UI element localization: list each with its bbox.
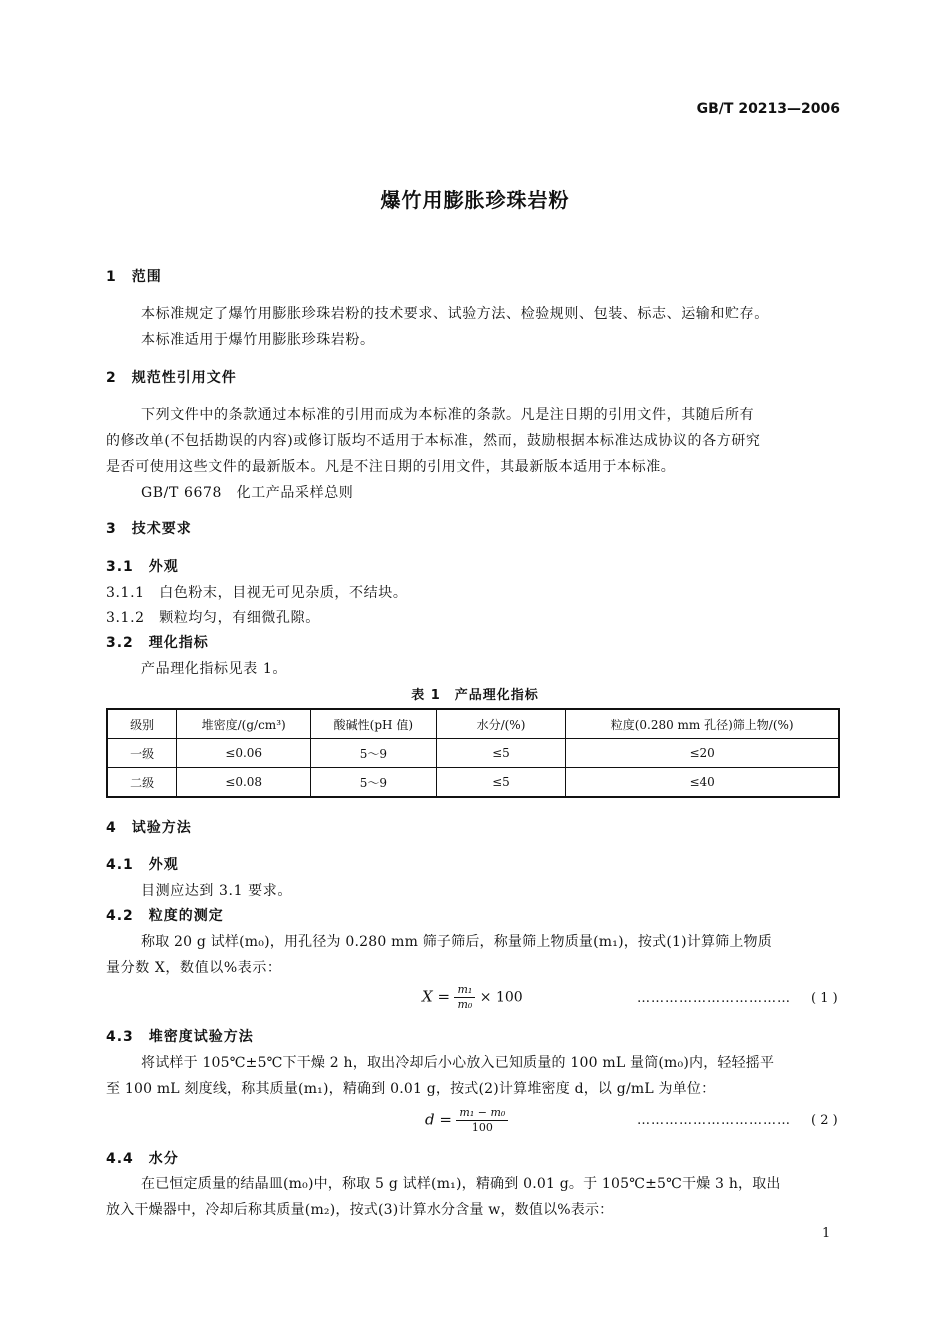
section-4-3-line-2: 至 100 mL 刻度线，称其质量(m₁)，精确到 0.01 g，按式(2)计算堆密度 d，以 g/mL 为单位： [106, 1081, 716, 1097]
table-cell: 5～9 [311, 739, 437, 768]
section-3-heading: 3 技术要求 [106, 521, 192, 537]
physicochemical-table [106, 708, 840, 798]
normative-reference: GB/T 6678 化工产品采样总则 [141, 485, 354, 501]
equation-2-denominator: 100 [471, 1121, 493, 1134]
section-3-1-2: 3.1.2 颗粒均匀，有细微孔隙。 [106, 610, 320, 626]
equation-2-fraction [456, 1106, 508, 1135]
section-4-2-line-2: 量分数 X，数值以%表示： [106, 960, 282, 976]
table-1-caption: 表 1 产品理化指标 [411, 688, 539, 703]
section-3-1-1: 3.1.1 白色粉末，目视无可见杂质，不结块。 [106, 585, 408, 601]
section-2-line-2: 的修改单(不包括勘误的内容)或修订版均不适用于本标准，然而，鼓励根据本标准达成协议的各方研究 [106, 433, 761, 449]
section-2-line-1: 下列文件中的条款通过本标准的引用而成为本标准的条款。凡是注日期的引用文件，其随后所有 [141, 407, 755, 423]
equation-1-numerator: m₁ [454, 983, 475, 998]
section-4-4-heading: 4.4 水分 [106, 1151, 179, 1167]
table-header-cell: 粒度(0.280 mm 孔径)筛上物/(%) [566, 709, 839, 739]
section-1-heading: 1 范围 [106, 269, 162, 285]
table-cell: 二级 [107, 768, 177, 798]
section-1-paragraph-1: 本标准规定了爆竹用膨胀珍珠岩粉的技术要求、试验方法、检验规则、包装、标志、运输和贮存。 [141, 306, 769, 322]
table-row [107, 768, 839, 798]
section-4-1-paragraph: 目测应达到 3.1 要求。 [141, 883, 292, 899]
section-4-3-line-1: 将试样于 105℃±5℃下干燥 2 h，取出冷却后小心放入已知质量的 100 mL 量筒(m₀)内，轻轻摇平 [141, 1055, 775, 1071]
equation-2-number: ( 2 ) [811, 1113, 838, 1128]
equation-1-number: ( 1 ) [811, 991, 838, 1006]
table-cell: ≤20 [566, 739, 839, 768]
page-number: 1 [822, 1226, 831, 1241]
table-cell: ≤0.06 [177, 739, 311, 768]
section-1-paragraph-2: 本标准适用于爆竹用膨胀珍珠岩粉。 [141, 332, 375, 348]
equation-1-denominator: m₀ [457, 998, 473, 1011]
section-4-2-line-1: 称取 20 g 试样(m₀)，用孔径为 0.280 mm 筛子筛后，称量筛上物质量(m₁)，按式(1)计算筛上物质 [141, 934, 772, 950]
equation-2-numerator: m₁ − m₀ [456, 1106, 508, 1121]
table-cell: ≤0.08 [177, 768, 311, 798]
section-2-line-3: 是否可使用这些文件的最新版本。凡是不注日期的引用文件，其最新版本适用于本标准。 [106, 459, 676, 475]
table-header-cell: 酸碱性(pH 值) [311, 709, 437, 739]
section-3-2-paragraph: 产品理化指标见表 1。 [141, 661, 287, 677]
section-2-heading: 2 规范性引用文件 [106, 370, 237, 386]
table-cell: ≤40 [566, 768, 839, 798]
equation-1-fraction [454, 983, 475, 1012]
equation-2-leader-dots: …………………………… [637, 1113, 791, 1128]
equation-1-rhs: × 100 [479, 989, 523, 1006]
table-header-row [107, 709, 839, 739]
equation-1-leader-dots: …………………………… [637, 991, 791, 1006]
section-3-1-heading: 3.1 外观 [106, 559, 179, 575]
section-3-2-heading: 3.2 理化指标 [106, 635, 209, 651]
equation-2 [425, 1106, 508, 1135]
equation-1 [422, 983, 523, 1012]
section-4-1-heading: 4.1 外观 [106, 857, 179, 873]
equation-2-lhs: d = [425, 1110, 452, 1129]
section-4-2-heading: 4.2 粒度的测定 [106, 908, 224, 924]
table-cell: 一级 [107, 739, 177, 768]
table-header-cell: 级别 [107, 709, 177, 739]
table-row [107, 739, 839, 768]
section-4-3-heading: 4.3 堆密度试验方法 [106, 1029, 254, 1045]
standard-code: GB/T 20213—2006 [696, 101, 840, 117]
document-title: 爆竹用膨胀珍珠岩粉 [380, 188, 570, 212]
table-cell: 5～9 [311, 768, 437, 798]
table-cell: ≤5 [436, 768, 566, 798]
table-header-cell: 水分/(%) [436, 709, 566, 739]
section-4-4-line-1: 在已恒定质量的结晶皿(m₀)中，称取 5 g 试样(m₁)，精确到 0.01 g。于 105℃±5℃干燥 3 h，取出 [141, 1176, 781, 1192]
table-header-cell: 堆密度/(g/cm³) [177, 709, 311, 739]
table-cell: ≤5 [436, 739, 566, 768]
equation-1-lhs: X = [422, 987, 451, 1006]
section-4-4-line-2: 放入干燥器中，冷却后称其质量(m₂)，按式(3)计算水分含量 w，数值以%表示： [106, 1202, 614, 1218]
section-4-heading: 4 试验方法 [106, 820, 192, 836]
